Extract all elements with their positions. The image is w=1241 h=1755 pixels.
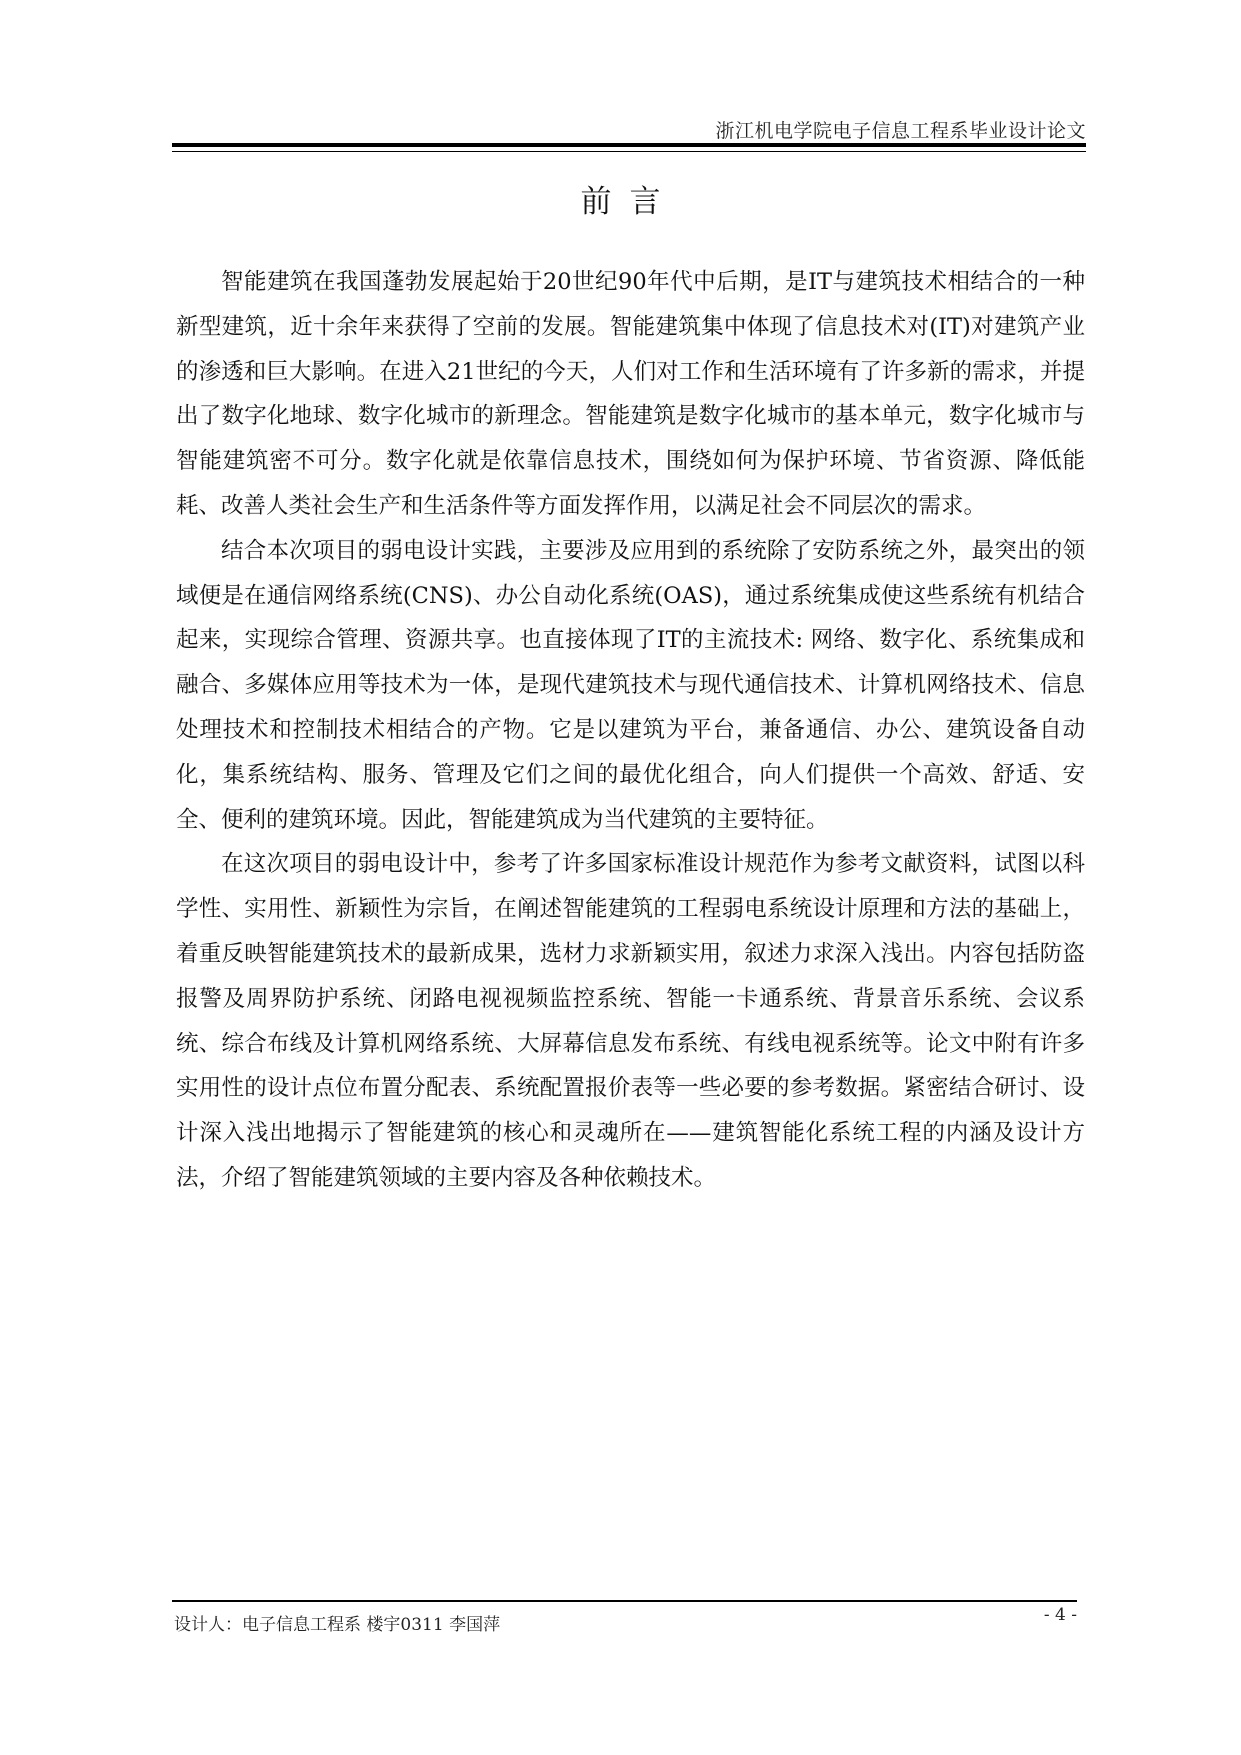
paragraph-2: 结合本次项目的弱电设计实践，主要涉及应用到的系统除了安防系统之外，最突出的领域便是在通信网络系统(CNS)、办公自动化系统(OAS)，通过系统集成使这些系统有机结合起来，实现综合管理、资源共享。也直接体现了IT的主流技术: 网络、数字化、系统集成和融合、多媒体应用等技术为一体，是现代建筑技术与现代通信技术、计算机网络技术、信息处理技术和控制技术相结合的产物。它是以建筑为平台，兼备通信、办公、建筑设备自动化，集系统结构、服务、管理及它们之间的最优化组合，向人们提供一个高效、舒适、安全、便利的建筑环境。因此，智能建筑成为当代建筑的主要特征。 [176, 537, 1085, 833]
page-title: 前言 [580, 184, 679, 220]
paragraph-3: 在这次项目的弱电设计中，参考了许多国家标准设计规范作为参考文献资料，试图以科学性、实用性、新颖性为宗旨，在阐述智能建筑的工程弱电系统设计原理和方法的基础上，着重反映智能建筑技术的最新成果，选材力求新颖实用，叙述力求深入浅出。内容包括防盗报警及周界防护系统、闭路电视视频监控系统、智能一卡通系统、背景音乐系统、会议系统、综合布线及计算机网络系统、大屏幕信息发布系统、有线电视系统等。论文中附有许多实用性的设计点位布置分配表、系统配置报价表等一些必要的参考数据。紧密结合研讨、设计深入浅出地揭示了智能建筑的核心和灵魂所在——建筑智能化系统工程的内涵及设计方法，介绍了智能建筑领域的主要内容及各种依赖技术。 [176, 851, 1085, 1191]
paragraph-1: 智能建筑在我国蓬勃发展起始于20世纪90年代中后期，是IT与建筑技术相结合的一种新型建筑，近十余年来获得了空前的发展。智能建筑集中体现了信息技术对(IT)对建筑产业的渗透和巨大影响。在进入21世纪的今天，人们对工作和生活环境有了许多新的需求，并提出了数字化地球、数字化城市的新理念。智能建筑是数字化城市的基本单元，数字化城市与智能建筑密不可分。数字化就是依靠信息技术，围绕如何为保护环境、节省资源、降低能耗、改善人类社会生产和生活条件等方面发挥作用，以满足社会不同层次的需求。 [176, 269, 1085, 519]
running-header: 浙江机电学院电子信息工程系毕业设计论文 [715, 120, 1086, 142]
body-text [176, 260, 1085, 1201]
page-number: - 4 - [1043, 1605, 1077, 1625]
footer-designer: 设计人：电子信息工程系 楼宇0311 李国萍 [174, 1615, 501, 1635]
header-rule-thick [172, 143, 1086, 147]
header-rule-thin [172, 151, 1086, 152]
footer-rule [172, 1600, 1077, 1602]
